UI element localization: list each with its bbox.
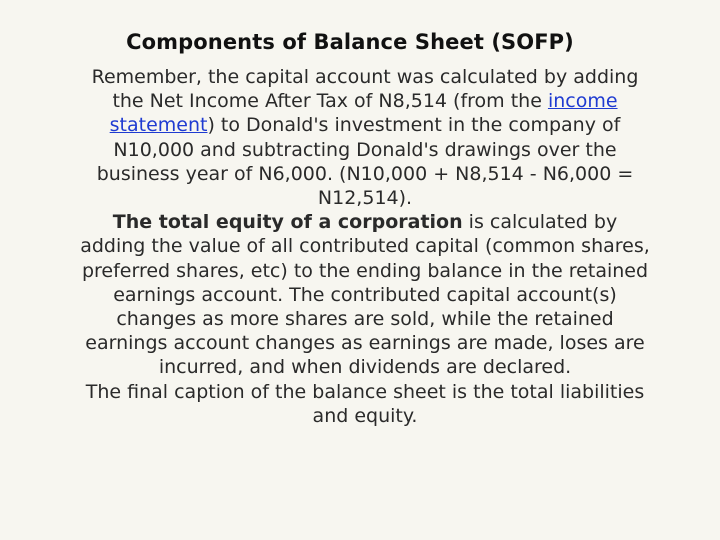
capital-account-paragraph [80,65,650,210]
total-equity-paragraph [80,210,650,379]
slide-title: Components of Balance Sheet (SOFP) [126,30,574,54]
capital-text-end: ) to Donald's investment in the company of N10,000 and subtracting Donald's drawings over the business year of N6,000. (N10,000 + N8,514 - N6,000 = N12,514). [96,114,634,210]
total-equity-bold-phrase: The total equity of a corporation [112,211,463,234]
slide-body [80,65,650,428]
total-equity-text: is calculated by adding the value of all contributed capital (common shares, preferred shares, etc) to the ending balance in the retained earnings account. The contributed capital account(s) changes as more shares are sold, while the retained earnings account changes as earnings are made, loses are incurred, and when dividends are declared. [80,211,650,379]
income-statement-link[interactable]: income statement [109,90,618,137]
capital-text-start: Remember, the capital account was calculated by adding the Net Income After Tax of N8,514 (from the [91,66,639,113]
final-caption-paragraph: The final caption of the balance sheet is the total liabilities and equity. [85,380,645,427]
